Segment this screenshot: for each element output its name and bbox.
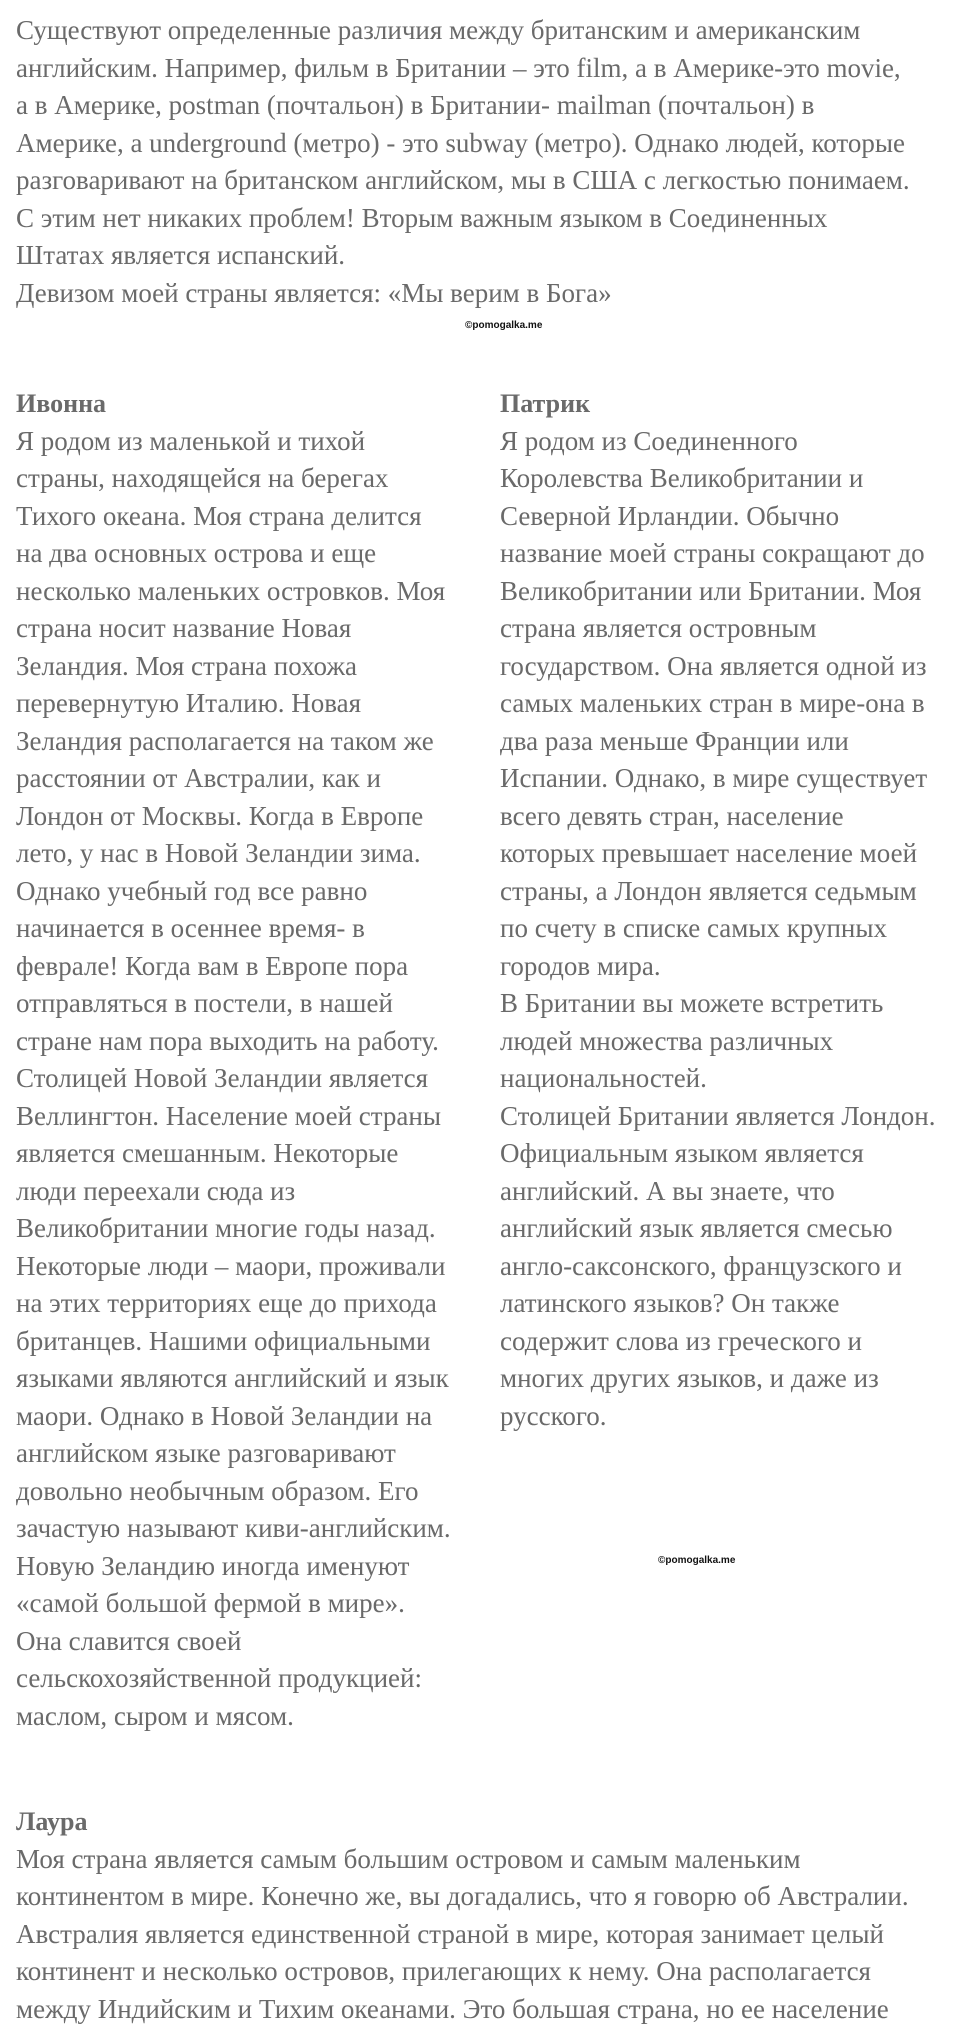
text-line: континент и несколько островов, прилегающих к нему. Она располагается bbox=[16, 1953, 946, 1991]
text-line: государством. Она является одной из bbox=[500, 648, 950, 686]
text-line: Однако учебный год все равно bbox=[16, 873, 486, 911]
text-line: страны, находящейся на берегах bbox=[16, 460, 486, 498]
text-line: Некоторые люди – маори, проживали bbox=[16, 1248, 486, 1286]
text-line: два раза меньше Франции или bbox=[500, 723, 950, 761]
laura-heading: Лаура bbox=[16, 1803, 946, 1841]
text-line: городов мира. bbox=[500, 948, 950, 986]
text-line: Я родом из Соединенного bbox=[500, 423, 950, 461]
watermark: ©pomogalka.me bbox=[658, 1555, 735, 1566]
ivonna-heading: Ивонна bbox=[16, 385, 486, 423]
text-line: страны, а Лондон является седьмым bbox=[500, 873, 950, 911]
text-line: а в Америке, postman (почтальон) в Британии- mailman (почтальон) в bbox=[16, 87, 946, 125]
text-line: Штатах является испанский. bbox=[16, 237, 946, 275]
text-line: английский язык является смесью bbox=[500, 1210, 950, 1248]
text-line: Испании. Однако, в мире существует bbox=[500, 760, 950, 798]
text-line: Великобритании или Британии. Моя bbox=[500, 573, 950, 611]
text-line: латинского языков? Он также bbox=[500, 1285, 950, 1323]
text-line: британцев. Нашими официальными bbox=[16, 1323, 486, 1361]
text-line: английским. Например, фильм в Британии – это film, а в Америке-это movie, bbox=[16, 50, 946, 88]
text-line: начинается в осеннее время- в bbox=[16, 910, 486, 948]
text-line: Официальным языком является bbox=[500, 1135, 950, 1173]
watermark: ©pomogalka.me bbox=[465, 320, 542, 331]
text-line: русского. bbox=[500, 1398, 950, 1436]
text-line: расстоянии от Австралии, как и bbox=[16, 760, 486, 798]
ivonna-section bbox=[16, 385, 486, 1735]
text-line: Австралия является единственной страной в мире, которая занимает целый bbox=[16, 1916, 946, 1954]
text-line: разговаривают на британском английском, мы в США с легкостью понимаем. bbox=[16, 162, 946, 200]
text-line: Столицей Британии является Лондон. bbox=[500, 1098, 950, 1136]
text-line: маори. Однако в Новой Зеландии на bbox=[16, 1398, 486, 1436]
text-line: Существуют определенные различия между британским и американским bbox=[16, 12, 946, 50]
text-line: Зеландия. Моя страна похожа bbox=[16, 648, 486, 686]
text-line: языками являются английский и язык bbox=[16, 1360, 486, 1398]
text-line: «самой большой фермой в мире». bbox=[16, 1585, 486, 1623]
text-line: является смешанным. Некоторые bbox=[16, 1135, 486, 1173]
text-line: сельскохозяйственной продукцией: bbox=[16, 1660, 486, 1698]
laura-section bbox=[16, 1803, 946, 2028]
intro-paragraph bbox=[16, 12, 946, 312]
text-line: которых превышает население моей bbox=[500, 835, 950, 873]
text-line: страна носит название Новая bbox=[16, 610, 486, 648]
patrik-heading: Патрик bbox=[500, 385, 950, 423]
text-line: феврале! Когда вам в Европе пора bbox=[16, 948, 486, 986]
text-line: Зеландия располагается на таком же bbox=[16, 723, 486, 761]
text-line: Лондон от Москвы. Когда в Европе bbox=[16, 798, 486, 836]
text-line: Столицей Новой Зеландии является bbox=[16, 1060, 486, 1098]
text-line: название моей страны сокращают до bbox=[500, 535, 950, 573]
text-line: Северной Ирландии. Обычно bbox=[500, 498, 950, 536]
text-line: Америке, а underground (метро) - это subway (метро). Однако людей, которые bbox=[16, 125, 946, 163]
text-line: Я родом из маленькой и тихой bbox=[16, 423, 486, 461]
text-line: зачастую называют киви-английским. bbox=[16, 1510, 486, 1548]
text-line: стране нам пора выходить на работу. bbox=[16, 1023, 486, 1061]
text-line: страна является островным bbox=[500, 610, 950, 648]
text-line: маслом, сыром и мясом. bbox=[16, 1698, 486, 1736]
text-line: на два основных острова и еще bbox=[16, 535, 486, 573]
text-line: Девизом моей страны является: «Мы верим в Бога» bbox=[16, 275, 946, 313]
text-line: Великобритании многие годы назад. bbox=[16, 1210, 486, 1248]
text-line: лето, у нас в Новой Зеландии зима. bbox=[16, 835, 486, 873]
text-line: Тихого океана. Моя страна делится bbox=[16, 498, 486, 536]
text-line: людей множества различных bbox=[500, 1023, 950, 1061]
text-line: Веллингтон. Население моей страны bbox=[16, 1098, 486, 1136]
text-line: английском языке разговаривают bbox=[16, 1435, 486, 1473]
text-line: между Индийским и Тихим океанами. Это большая страна, но ее население bbox=[16, 1991, 946, 2028]
text-line: по счету в списке самых крупных bbox=[500, 910, 950, 948]
text-line: Новую Зеландию иногда именуют bbox=[16, 1548, 486, 1586]
text-line: люди переехали сюда из bbox=[16, 1173, 486, 1211]
text-line: перевернутую Италию. Новая bbox=[16, 685, 486, 723]
text-line: англо-саксонского, французского и bbox=[500, 1248, 950, 1286]
text-line: континентом в мире. Конечно же, вы догадались, что я говорю об Австралии. bbox=[16, 1878, 946, 1916]
text-line: английский. А вы знаете, что bbox=[500, 1173, 950, 1211]
text-line: Моя страна является самым большим островом и самым маленьким bbox=[16, 1841, 946, 1879]
text-line: национальностей. bbox=[500, 1060, 950, 1098]
patrik-section bbox=[500, 385, 950, 1435]
text-line: самых маленьких стран в мире-она в bbox=[500, 685, 950, 723]
text-line: многих других языков, и даже из bbox=[500, 1360, 950, 1398]
text-line: содержит слова из греческого и bbox=[500, 1323, 950, 1361]
text-line: отправляться в постели, в нашей bbox=[16, 985, 486, 1023]
text-line: несколько маленьких островков. Моя bbox=[16, 573, 486, 611]
text-line: В Британии вы можете встретить bbox=[500, 985, 950, 1023]
text-line: Королевства Великобритании и bbox=[500, 460, 950, 498]
text-line: Она славится своей bbox=[16, 1623, 486, 1661]
text-line: С этим нет никаких проблем! Вторым важным языком в Соединенных bbox=[16, 200, 946, 238]
text-line: всего девять стран, население bbox=[500, 798, 950, 836]
text-line: довольно необычным образом. Его bbox=[16, 1473, 486, 1511]
text-line: на этих территориях еще до прихода bbox=[16, 1285, 486, 1323]
